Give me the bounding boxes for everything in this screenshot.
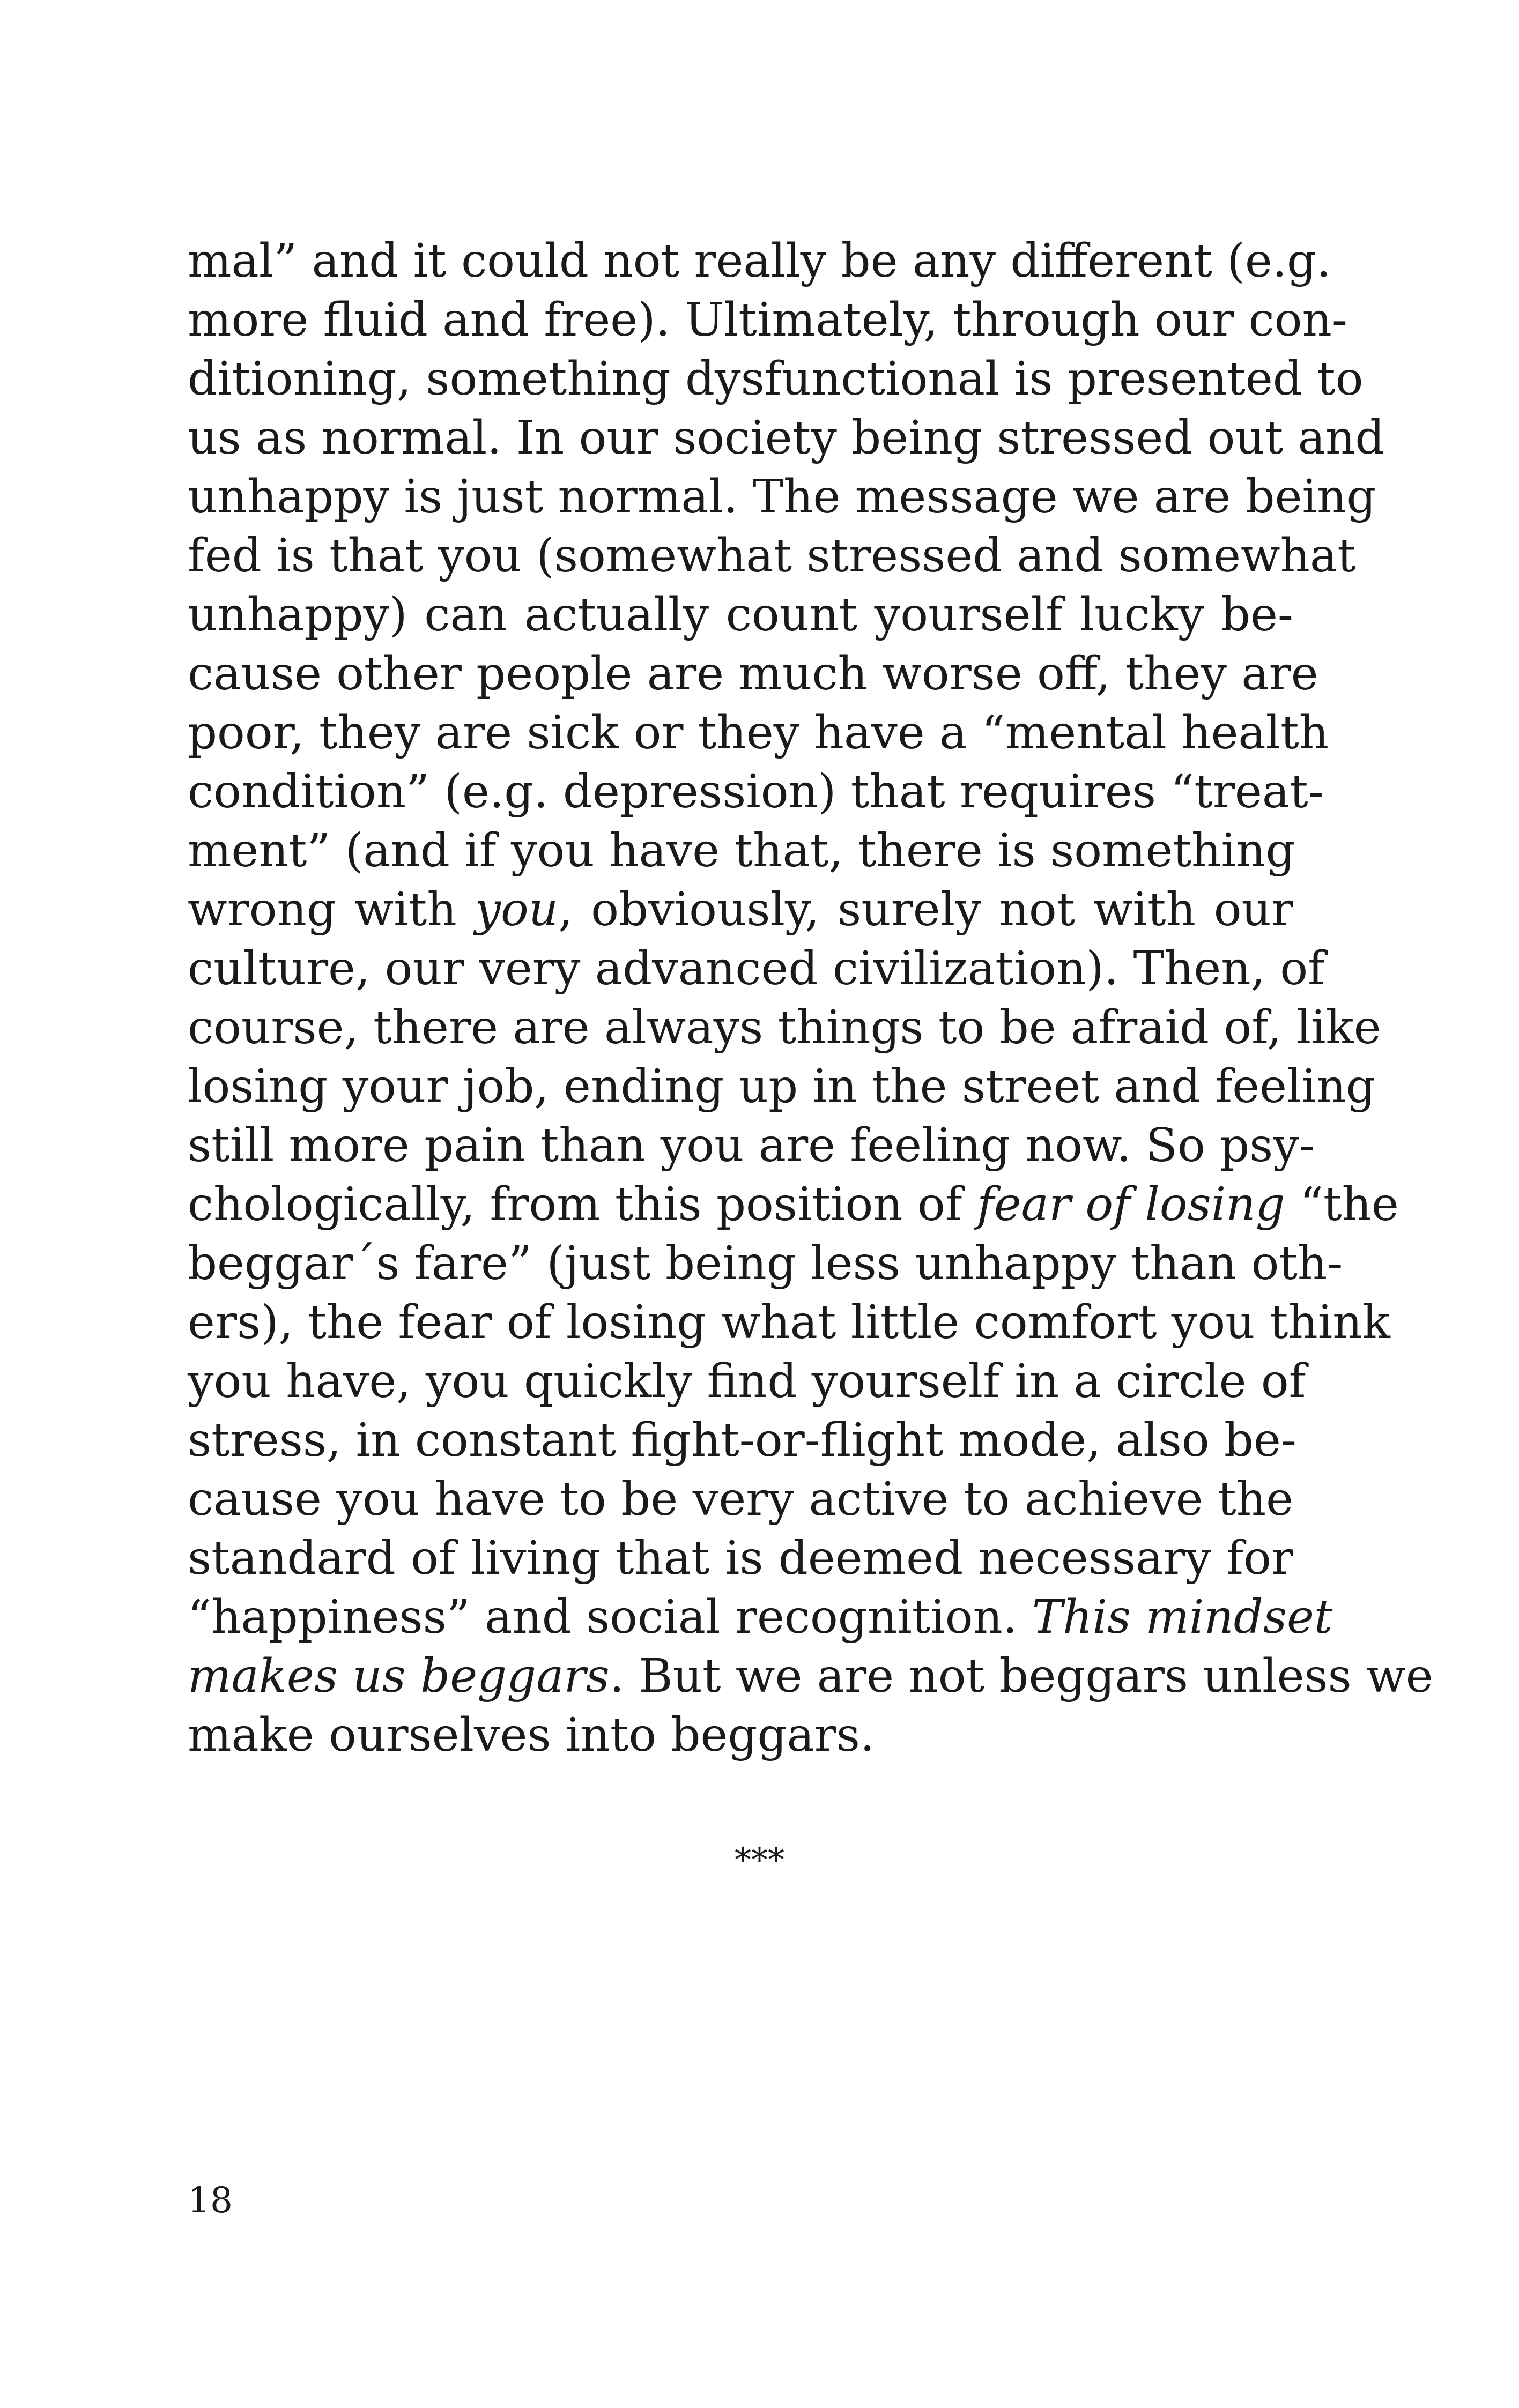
text-line: ditioning, something dysfunctional is presented to	[188, 352, 1364, 406]
text-line: mal” and it could not really be any different (e.g.	[188, 234, 1331, 288]
text-line: standard of living that is deemed necessary for	[188, 1532, 1293, 1585]
page-number: 18	[188, 2180, 233, 2221]
text-line: culture, our very advanced civilization). Then, of	[188, 942, 1325, 995]
text-line: unhappy) can actually count yourself lucky be-	[188, 588, 1293, 642]
body-text	[188, 232, 1433, 1765]
text-line: stress, in constant fight-or-flight mode, also be-	[188, 1414, 1296, 1467]
text-line: makes us beggars. But we are not beggars unless we	[188, 1649, 1433, 1703]
text-line: ers), the fear of losing what little comfort you think	[188, 1296, 1390, 1349]
text-line: fed is that you (somewhat stressed and somewhat	[188, 529, 1356, 583]
text-line: cause other people are much worse off, they are	[188, 647, 1318, 701]
text-line: ment” (and if you have that, there is something	[188, 824, 1295, 878]
text-line: unhappy is just normal. The message we are being	[188, 470, 1376, 524]
text-line: poor, they are sick or they have a “mental health	[188, 706, 1329, 760]
text-line: more fluid and free). Ultimately, through our con-	[188, 293, 1347, 347]
text-line: chologically, from this position of fear of losing “the	[188, 1178, 1399, 1231]
text-line: beggar´s fare” (just being less unhappy than oth-	[188, 1237, 1343, 1290]
text-line: condition” (e.g. depression) that requires “treat-	[188, 765, 1324, 819]
text-line: us as normal. In our society being stressed out and	[188, 411, 1385, 465]
text-line: “happiness” and social recognition. This mindset	[188, 1591, 1333, 1644]
text-line: make ourselves into beggars.	[188, 1708, 875, 1762]
text-line: cause you have to be very active to achieve the	[188, 1473, 1293, 1526]
text-line: you have, you quickly find yourself in a circle of	[188, 1355, 1306, 1408]
emphasis-text: you	[475, 883, 559, 937]
emphasis-text: fear of losing	[976, 1178, 1285, 1231]
text-line: still more pain than you are feeling now. So psy-	[188, 1119, 1315, 1172]
emphasis-text: makes us beggars	[188, 1649, 610, 1703]
text-line: course, there are always things to be afraid of, like	[188, 1001, 1381, 1054]
text-line: wrong with you, obviously, surely not with our	[188, 883, 1293, 937]
emphasis-text: This mindset	[1032, 1591, 1333, 1644]
section-separator: ***	[735, 1840, 784, 1879]
text-line: losing your job, ending up in the street and feeling	[188, 1060, 1376, 1113]
